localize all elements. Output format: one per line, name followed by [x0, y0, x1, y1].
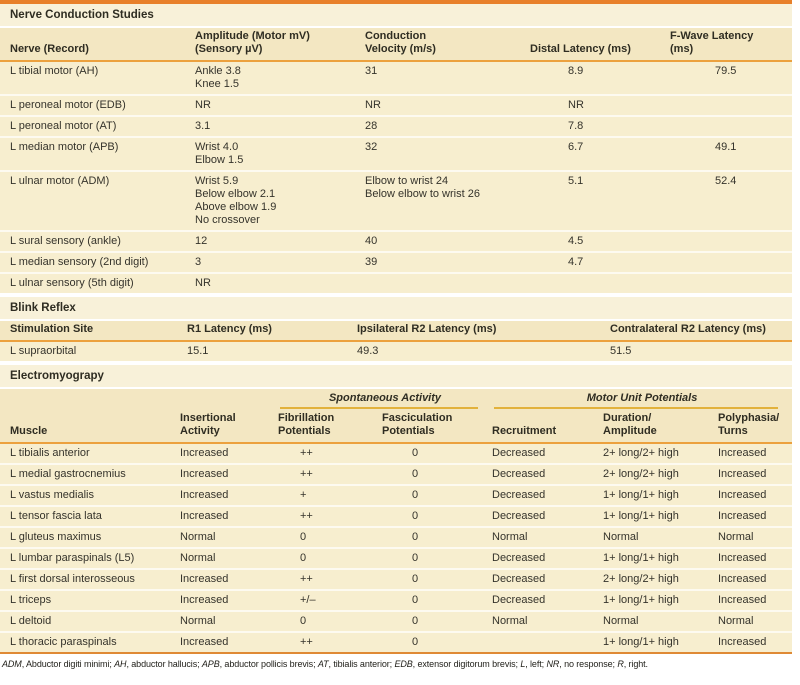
table-cell: 0	[278, 548, 382, 569]
row-label: L thoracic paraspinals	[0, 632, 180, 652]
nerve-conduction-studies-table	[0, 28, 792, 293]
footnote: ADM, Abductor digiti minimi; AH, abductor hallucis; APB, abductor pollicis brevis; AT, tibialis anterior; EDB, extensor digitorum brevis; L, left; NR, no response; R, right.	[2, 659, 648, 669]
table-cell: 0	[382, 506, 492, 527]
table-cell: 12	[195, 231, 365, 252]
column-header: Muscle	[0, 410, 180, 443]
table-cell	[492, 632, 603, 652]
table-cell: Increased	[718, 443, 792, 464]
table-cell: 2+ long/2+ high	[603, 464, 718, 485]
table-cell: NR	[365, 95, 530, 116]
table-cell: Increased	[180, 485, 278, 506]
column-header-row	[0, 410, 792, 443]
table-cell: Increased	[718, 548, 792, 569]
row-label: L triceps	[0, 590, 180, 611]
column-header: Contralateral R2 Latency (ms)	[610, 321, 792, 341]
column-header: Insertional Activity	[180, 410, 278, 443]
table-cell: Increased	[180, 632, 278, 652]
table-row	[0, 341, 792, 361]
table-cell	[670, 116, 792, 137]
table-cell: NR	[530, 95, 670, 116]
emg-table-wrapper	[0, 389, 792, 654]
row-label: L first dorsal interosseous	[0, 569, 180, 590]
table-cell: 51.5	[610, 341, 792, 361]
table-cell: 1+ long/1+ high	[603, 590, 718, 611]
table-cell: 32	[365, 137, 530, 171]
row-label: L tibial motor (AH)	[0, 61, 195, 95]
table-cell: 52.4	[670, 171, 792, 231]
row-label: L ulnar motor (ADM)	[0, 171, 195, 231]
row-label: L gluteus maximus	[0, 527, 180, 548]
table-cell: 3	[195, 252, 365, 273]
group-header-spacer	[0, 389, 278, 410]
table-row	[0, 590, 792, 611]
table-cell: Increased	[718, 590, 792, 611]
table-row	[0, 137, 792, 171]
table-cell: NR	[195, 273, 365, 293]
table-cell	[670, 231, 792, 252]
table-cell: 1+ long/1+ high	[603, 485, 718, 506]
table-cell: Increased	[180, 443, 278, 464]
row-label: L supraorbital	[0, 341, 187, 361]
column-header: F-Wave Latency (ms)	[670, 28, 792, 61]
blink-reflex-table	[0, 321, 792, 361]
column-header: Polyphasia/ Turns	[718, 410, 792, 443]
table-cell: Increased	[180, 506, 278, 527]
row-label: L ulnar sensory (5th digit)	[0, 273, 195, 293]
table-cell: Increased	[180, 464, 278, 485]
row-label: L medial gastrocnemius	[0, 464, 180, 485]
row-label: L tensor fascia lata	[0, 506, 180, 527]
table-cell: ++	[278, 443, 382, 464]
table-row	[0, 632, 792, 652]
section-title-nerve-conduction-studies: Nerve Conduction Studies	[0, 4, 792, 26]
row-label: L vastus medialis	[0, 485, 180, 506]
table-cell: +	[278, 485, 382, 506]
table-cell: 79.5	[670, 61, 792, 95]
table-cell: +/–	[278, 590, 382, 611]
table-cell: Normal	[180, 527, 278, 548]
table-cell: Decreased	[492, 485, 603, 506]
table-cell: ++	[278, 632, 382, 652]
table-cell: 0	[382, 527, 492, 548]
table-cell: Elbow to wrist 24 Below elbow to wrist 26	[365, 171, 530, 231]
row-label: L sural sensory (ankle)	[0, 231, 195, 252]
group-label: Motor Unit Potentials	[586, 392, 698, 404]
table-cell	[530, 273, 670, 293]
row-label: L median sensory (2nd digit)	[0, 252, 195, 273]
group-header-row	[0, 389, 792, 410]
table-cell: 4.5	[530, 231, 670, 252]
table-cell: 0	[382, 569, 492, 590]
table-cell: 2+ long/2+ high	[603, 443, 718, 464]
footnote-abbr: ADM	[2, 659, 22, 669]
section-title-electromyography: Electromyograpy	[0, 365, 792, 387]
table-cell: Wrist 5.9 Below elbow 2.1 Above elbow 1.9 No crossover	[195, 171, 365, 231]
table-cell: Normal	[603, 527, 718, 548]
table-cell: 0	[278, 611, 382, 632]
column-header: Recruitment	[492, 410, 603, 443]
table-cell: 0	[382, 611, 492, 632]
table-row	[0, 464, 792, 485]
table-cell	[670, 273, 792, 293]
column-header: Fasciculation Potentials	[382, 410, 492, 443]
group-underline	[494, 407, 778, 409]
table-cell: Normal	[718, 611, 792, 632]
table-cell: Wrist 4.0 Elbow 1.5	[195, 137, 365, 171]
table-cell: Ankle 3.8 Knee 1.5	[195, 61, 365, 95]
table-cell: 0	[382, 464, 492, 485]
table-cell: Increased	[718, 506, 792, 527]
column-header: Nerve (Record)	[0, 28, 195, 61]
footnote-abbr: APB	[201, 659, 220, 669]
group-header	[278, 389, 492, 410]
table-cell: 49.1	[670, 137, 792, 171]
table-cell: 39	[365, 252, 530, 273]
footnote-abbr: L	[520, 659, 526, 669]
table-cell: Normal	[492, 611, 603, 632]
table-row	[0, 548, 792, 569]
table-cell: 2+ long/2+ high	[603, 569, 718, 590]
table-cell: 0	[278, 527, 382, 548]
group-underline	[280, 407, 478, 409]
section-title-blink-reflex: Blink Reflex	[0, 297, 792, 319]
table-cell: Decreased	[492, 443, 603, 464]
table-row	[0, 273, 792, 293]
table-cell: 1+ long/1+ high	[603, 632, 718, 652]
column-header: R1 Latency (ms)	[187, 321, 357, 341]
table-cell: ++	[278, 464, 382, 485]
column-header: Ipsilateral R2 Latency (ms)	[357, 321, 610, 341]
table-row	[0, 252, 792, 273]
row-label: L lumbar paraspinals (L5)	[0, 548, 180, 569]
table-cell: Decreased	[492, 548, 603, 569]
column-header: Distal Latency (ms)	[530, 28, 670, 61]
table-cell	[365, 273, 530, 293]
table-row	[0, 527, 792, 548]
table-cell: Increased	[718, 632, 792, 652]
table-row	[0, 443, 792, 464]
table-row	[0, 506, 792, 527]
footnote-abbr: AT	[317, 659, 329, 669]
table-cell: 31	[365, 61, 530, 95]
row-label: L tibialis anterior	[0, 443, 180, 464]
footnote-abbr: NR	[546, 659, 560, 669]
table-cell: NR	[195, 95, 365, 116]
table-row	[0, 116, 792, 137]
table-cell: Increased	[180, 569, 278, 590]
table-row	[0, 61, 792, 95]
table-cell: 7.8	[530, 116, 670, 137]
column-header: Amplitude (Motor mV) (Sensory µV)	[195, 28, 365, 61]
table-cell: 6.7	[530, 137, 670, 171]
row-label: L median motor (APB)	[0, 137, 195, 171]
column-header: Fibrillation Potentials	[278, 410, 382, 443]
table-cell: 28	[365, 116, 530, 137]
footnote-abbr: R	[617, 659, 624, 669]
table-cell	[670, 95, 792, 116]
row-label: L peroneal motor (AT)	[0, 116, 195, 137]
table-cell: Decreased	[492, 569, 603, 590]
table-cell: ++	[278, 506, 382, 527]
table-cell: Normal	[718, 527, 792, 548]
table-row	[0, 231, 792, 252]
table-cell: 49.3	[357, 341, 610, 361]
group-header	[492, 389, 792, 410]
table-cell: Increased	[718, 569, 792, 590]
table-cell: 0	[382, 485, 492, 506]
table-cell: 40	[365, 231, 530, 252]
column-header: Conduction Velocity (m/s)	[365, 28, 530, 61]
table-cell	[670, 252, 792, 273]
table-cell: 0	[382, 548, 492, 569]
table-cell: 1+ long/1+ high	[603, 506, 718, 527]
table-cell: 4.7	[530, 252, 670, 273]
table-cell: 0	[382, 632, 492, 652]
table-row	[0, 611, 792, 632]
table-cell: 0	[382, 443, 492, 464]
footnote-abbr: EDB	[394, 659, 413, 669]
group-label: Spontaneous Activity	[328, 392, 442, 404]
table-row	[0, 569, 792, 590]
table-cell: Decreased	[492, 590, 603, 611]
table-cell: 3.1	[195, 116, 365, 137]
row-label: L deltoid	[0, 611, 180, 632]
table-cell: Normal	[180, 611, 278, 632]
table-cell: Increased	[718, 485, 792, 506]
table-cell: Increased	[718, 464, 792, 485]
table-cell: 1+ long/1+ high	[603, 548, 718, 569]
table-cell: Normal	[492, 527, 603, 548]
table-cell: ++	[278, 569, 382, 590]
table-cell: 5.1	[530, 171, 670, 231]
table-row	[0, 485, 792, 506]
table-cell: 15.1	[187, 341, 357, 361]
table-cell: Increased	[180, 590, 278, 611]
column-header: Duration/ Amplitude	[603, 410, 718, 443]
table-cell: 8.9	[530, 61, 670, 95]
column-header-row	[0, 28, 792, 61]
column-header: Stimulation Site	[0, 321, 187, 341]
column-header-row	[0, 321, 792, 341]
table-row	[0, 171, 792, 231]
electromyography-table	[0, 389, 792, 652]
footnote-abbr: AH	[114, 659, 127, 669]
table-row	[0, 95, 792, 116]
table-cell: Decreased	[492, 464, 603, 485]
table-cell: 0	[382, 590, 492, 611]
row-label: L peroneal motor (EDB)	[0, 95, 195, 116]
table-cell: Normal	[603, 611, 718, 632]
table-cell: Decreased	[492, 506, 603, 527]
table-cell: Normal	[180, 548, 278, 569]
